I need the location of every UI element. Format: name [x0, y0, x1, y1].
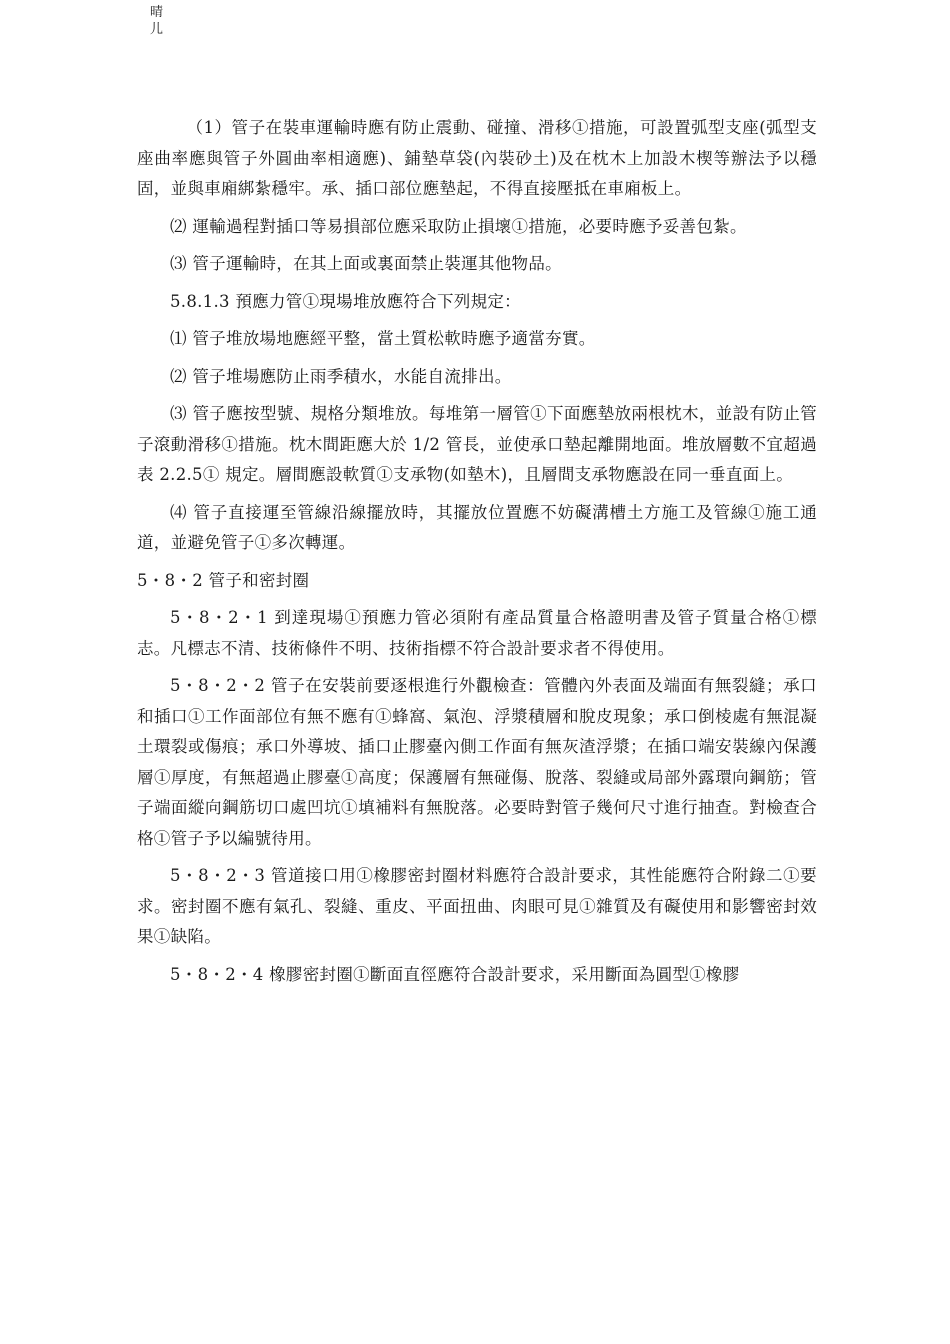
paragraph-storage-1: ⑴ 管子堆放場地應經平整，當土質松軟時應予適當夯實。	[170, 329, 596, 348]
document-body	[137, 113, 817, 997]
section-heading-5-8-1-3: 5.8.1.3 預應力管①現場堆放應符合下列規定：	[170, 291, 521, 311]
header-mark	[150, 4, 168, 38]
paragraph-storage-4: ⑷ 管子直接運至管線沿線擺放時，其擺放位置應不妨礙溝槽土方施工及管線①施工通道，並避免管子①多次轉運。	[137, 502, 817, 552]
paragraph-5-8-2-1: 5・8・2・1 到達現場①預應力管必須附有產品質量合格證明書及管子質量合格①標志。凡標志不清、技術條件不明、技術指標不符合設計要求者不得使用。	[137, 608, 817, 658]
header-char: 晴	[150, 5, 164, 20]
paragraph-5-8-2-4: 5・8・2・4 橡膠密封圈①斷面直徑應符合設計要求，采用斷面為圓型①橡膠	[170, 964, 740, 984]
section-heading-5-8-2: 5・8・2 管子和密封圈	[137, 570, 310, 590]
paragraph-5-8-2-2: 5・8・2・2 管子在安裝前要逐根進行外觀檢查：管體內外表面及端面有無裂縫；承口和插口①工作面部位有無不應有①蜂窩、氣泡、浮漿積層和脫皮現象；承口倒棱處有無混凝土環裂或傷痕；承口外導坡、插口止膠臺內側工作面有無灰渣浮漿；在插口端安裝線內保護層①厚度，有無超過止膠臺①高度；保護層有無碰傷、脫落、裂縫或局部外露環向鋼筋；管子端面縱向鋼筋切口處凹坑①填補料有無脫落。必要時對管子幾何尺寸進行抽查。對檢查合格①管子予以編號待用。	[137, 676, 817, 848]
paragraph-storage-3: ⑶ 管子應按型號、規格分類堆放。每堆第一層管①下面應墊放兩根枕木，並設有防止管子滾動滑移①措施。枕木間距應大於 1/2 管長，並使承口墊起離開地面。堆放層數不宜超過表 2.2.5① 規定。層間應設軟質①支承物(如墊木)，且層間支承物應設在同一垂直面上。	[137, 404, 817, 484]
header-char: 儿	[150, 22, 164, 37]
paragraph-storage-2: ⑵ 管子堆場應防止雨季積水，水能自流排出。	[170, 366, 512, 386]
paragraph-5-8-2-3: 5・8・2・3 管道接口用①橡膠密封圈材料應符合設計要求，其性能應符合附錄二①要求。密封圈不應有氣孔、裂縫、重皮、平面扭曲、肉眼可見①雜質及有礙使用和影響密封效果①缺陷。	[137, 866, 817, 946]
paragraph-transport-2: ⑵ 運輸過程對插口等易損部位應采取防止損壞①措施，必要時應予妥善包紮。	[170, 216, 747, 236]
paragraph-transport-1: （1）管子在裝車運輸時應有防止震動、碰撞、滑移①措施，可設置弧型支座(弧型支座曲率應與管子外圓曲率相適應)、鋪墊草袋(內裝砂土)及在枕木上加設木楔等辦法予以穩固，並與車廂綁紮穩牢。承、插口部位應墊起，不得直接壓抵在車廂板上。	[137, 118, 817, 198]
paragraph-transport-3: ⑶ 管子運輸時，在其上面或裏面禁止裝運其他物品。	[170, 254, 562, 273]
